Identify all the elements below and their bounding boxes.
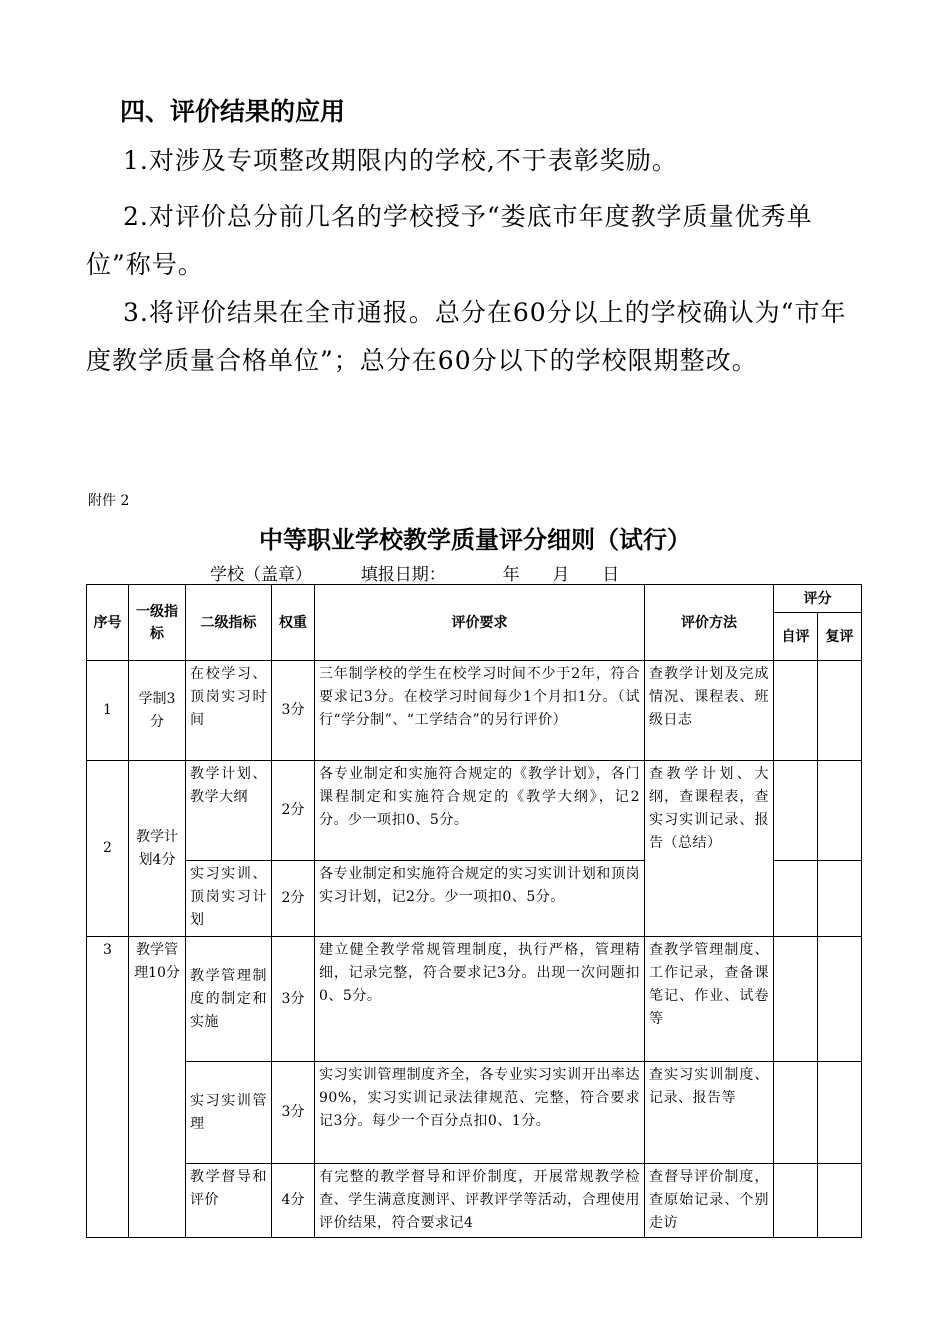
row1-level1: 学制3分 <box>129 661 186 761</box>
row2b-requirement: 各专业制定和实施符合规定的实习实训计划和顶岗实习计划，记2分。少一项扣0、5分。 <box>315 861 645 937</box>
header-weight: 权重 <box>272 585 315 661</box>
row2-method: 查教学计划、大纲，查课程表，查实习实训记录、报告（总结） <box>645 761 774 937</box>
row3b-self-score[interactable] <box>774 1062 818 1164</box>
table-row <box>87 1164 862 1238</box>
row1-method: 查教学计划及完成情况、课程表、班级日志 <box>645 661 774 761</box>
paragraph-1: 1.对涉及专项整改期限内的学校,不于表彰奖励。 <box>123 146 678 175</box>
row3c-weight: 4分 <box>272 1164 315 1238</box>
row3a-self-score[interactable] <box>774 937 818 1062</box>
row2b-review-score[interactable] <box>818 861 862 937</box>
attachment-label: 附件 2 <box>88 493 130 509</box>
table-row <box>87 937 862 1062</box>
row1-no: 1 <box>87 661 129 761</box>
table-row <box>87 1062 862 1164</box>
row2b-level2: 实习实训、顶岗实习计划 <box>186 861 272 937</box>
header-review: 复评 <box>818 613 862 661</box>
row3a-requirement: 建立健全教学常规管理制度，执行严格，管理精细，记录完整，符合要求记3分。出现一次问题扣0、5分。 <box>315 937 645 1062</box>
row2a-review-score[interactable] <box>818 761 862 861</box>
row2a-level2: 教学计划、教学大纲 <box>186 761 272 861</box>
date-label: 填报日期： <box>360 565 446 585</box>
row2b-weight: 2分 <box>272 861 315 937</box>
row1-requirement: 三年制学校的学生在校学习时间不少于2年，符合要求记3分。在校学习时间每少1个月扣1分。（试行“学分制”、“工学结合”的另行评价） <box>315 661 645 761</box>
row1-review-score[interactable] <box>818 661 862 761</box>
row3-level1: 教学管理10分 <box>129 937 186 1238</box>
month-label: 月 <box>552 565 570 585</box>
row2a-self-score[interactable] <box>774 761 818 861</box>
school-seal-label: 学校（盖章） <box>210 565 312 585</box>
header-requirement: 评价要求 <box>315 585 645 661</box>
paragraph-2: 2.对评价总分前几名的学校授予“娄底市年度教学质量优秀单位”称号。 <box>86 202 813 279</box>
row2a-weight: 2分 <box>272 761 315 861</box>
row2b-self-score[interactable] <box>774 861 818 937</box>
row3a-review-score[interactable] <box>818 937 862 1062</box>
section-heading: 四、评价结果的应用 <box>120 97 346 126</box>
row3b-requirement: 实习实训管理制度齐全，各专业实习实训开出率达90%，实习实训记录法律规范、完整，符合要求记3分。每少一个百分点扣0、1分。 <box>315 1062 645 1164</box>
table-header-row <box>87 585 862 613</box>
row3a-weight: 3分 <box>272 937 315 1062</box>
day-label: 日 <box>602 565 620 585</box>
header-level1: 一级指标 <box>129 585 186 661</box>
year-label: 年 <box>502 565 520 585</box>
header-self: 自评 <box>774 613 818 661</box>
row3c-level2: 教学督导和评价 <box>186 1164 272 1238</box>
table-row <box>87 661 862 761</box>
row3b-level2: 实习实训管理 <box>186 1062 272 1164</box>
row3a-method: 查教学管理制度、工作记录，查备课笔记、作业、试卷等 <box>645 937 774 1062</box>
row3c-method: 查督导评价制度，查原始记录、个别走访 <box>645 1164 774 1238</box>
header-score: 评分 <box>774 585 862 613</box>
header-level2: 二级指标 <box>186 585 272 661</box>
row3c-review-score[interactable] <box>818 1164 862 1238</box>
header-method: 评价方法 <box>645 585 774 661</box>
table-row <box>87 761 862 861</box>
row3c-requirement: 有完整的教学督导和评价制度，开展常规教学检查、学生满意度测评、评教评学等活动，合理使用评价结果，符合要求记4 <box>315 1164 645 1238</box>
row1-self-score[interactable] <box>774 661 818 761</box>
row1-weight: 3分 <box>272 661 315 761</box>
row2-no: 2 <box>87 761 129 937</box>
row3a-level2: 教学管理制度的制定和实施 <box>186 937 272 1062</box>
row3b-weight: 3分 <box>272 1062 315 1164</box>
paragraph-3: 3.将评价结果在全市通报。总分在60分以上的学校确认为“市年度教学质量合格单位”；总分在60分以下的学校限期整改。 <box>86 298 847 375</box>
document-title: 中等职业学校教学质量评分细则（试行） <box>259 526 691 554</box>
row2-level1: 教学计划4分 <box>129 761 186 937</box>
evaluation-table <box>86 584 862 1238</box>
row3b-review-score[interactable] <box>818 1062 862 1164</box>
row3c-self-score[interactable] <box>774 1164 818 1238</box>
row1-level2: 在校学习、顶岗实习时间 <box>186 661 272 761</box>
row2a-requirement: 各专业制定和实施符合规定的《教学计划》，各门课程制定和实施符合规定的《教学大纲》，记2分。少一项扣0、5分。 <box>315 761 645 861</box>
form-info-line <box>210 560 619 585</box>
header-no: 序号 <box>87 585 129 661</box>
row3b-method: 查实习实训制度、记录、报告等 <box>645 1062 774 1164</box>
row3-no: 3 <box>87 937 129 1238</box>
